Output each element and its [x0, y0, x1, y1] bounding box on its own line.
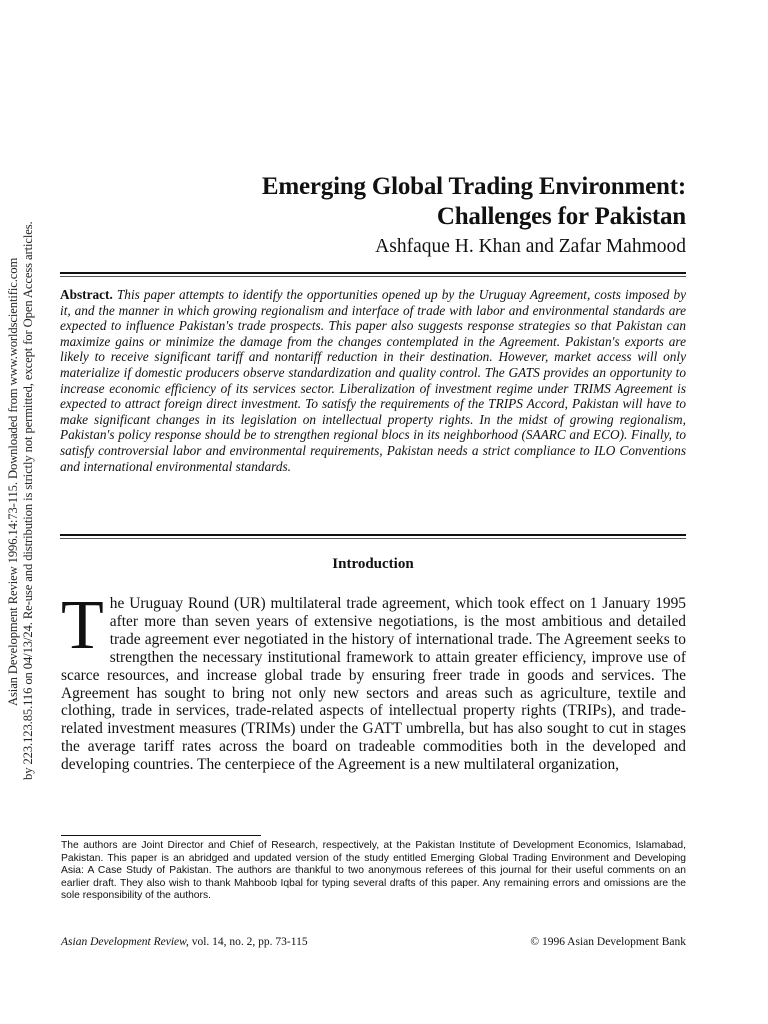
download-notice [6, 0, 52, 780]
download-notice-line-2: by 223.123.85.116 on 04/13/24. Re-use and distribution is strictly not permitted, except for Open Access articles. [21, 221, 35, 780]
copyright-notice: © 1996 Asian Development Bank [530, 936, 686, 948]
author-footnote: The authors are Joint Director and Chief of Research, respectively, at the Pakistan Institute of Development Economics, Islamabad, Pakistan. This paper is an abridged and updated version of the study entitled Emerging Global Trading Environment and Developing Asia: A Case Study of Pakistan. The authors are thankful to two anonymous referees of this journal for their useful comments on an earlier draft. They also wish to thank Mahboob Iqbal for typing several drafts of this paper. Any remaining errors and omissions are the sole responsibility of the authors. [61, 840, 686, 902]
abstract-top-rule [60, 272, 686, 274]
journal-name: Asian Development Review, [61, 936, 189, 948]
abstract-top-rule-thin [60, 276, 686, 277]
paper-title-line-2: Challenges for Pakistan [436, 203, 686, 230]
section-heading-introduction: Introduction [332, 556, 414, 572]
drop-cap: T [61, 587, 104, 664]
abstract-text: This paper attempts to identify the opportunities opened up by the Uruguay Agreement, costs imposed by it, and the manner in which growing regionalism and interface of trade with labor and environmental standards are expected to influence Pakistan's trade prospects. This paper also suggests response strategies so that Pakistan can maximize gains or minimize the damage from the changes contemplated in the Agreement. Pakistan's exports are likely to receive significant tariff and nontariff reduction in their destination. However, market access will only materialize if domestic producers observe standardization and quality control. The GATS provides an opportunity to increase economic efficiency of its services sector. Liberalization of investment regime under TRIMS Agreement is expected to attract foreign direct investment. To satisfy the requirements of the TRIPS Accord, Pakistan will have to make significant changes in its legislation on intellectual property rights. In the midst of growing regionalism, Pakistan's policy response should be to strengthen regional blocs in its neighborhood (SAARC and ECO). Finally, to satisfy controversial labor and environmental requirements, Pakistan needs a strict compliance to ILO Conventions and international environmental standards. [60, 287, 686, 474]
paper-title-line-1: Emerging Global Trading Environment: [261, 173, 686, 200]
introduction-paragraph [61, 587, 686, 774]
abstract [60, 287, 686, 474]
paper-authors: Ashfaque H. Khan and Zafar Mahmood [375, 236, 686, 257]
abstract-bottom-rule [60, 534, 686, 536]
journal-footer [61, 936, 686, 948]
journal-details: vol. 14, no. 2, pp. 73-115 [191, 936, 308, 948]
download-notice-line-1: Asian Development Review 1996.14:73-115. Downloaded from www.worldscientific.com [6, 257, 20, 706]
footnote-rule [61, 835, 261, 836]
abstract-label: Abstract. [60, 287, 113, 302]
journal-citation [61, 936, 308, 948]
abstract-bottom-rule-thin [60, 538, 686, 539]
introduction-text: he Uruguay Round (UR) multilateral trade agreement, which took effect on 1 January 1995 after more than seven years of extensive negotiations, is the most ambitious and detailed trade agreement ever negotiated in the history of international trade. The Agreement seeks to strengthen the necessary institutional framework to attain greater efficiency, improve use of scarce resources, and increase global trade by ensuring freer trade in goods and services. The Agreement has sought to bring not only new sectors and areas such as agriculture, textile and clothing, trade in services, trade-related aspects of intellectual property rights (TRIPs), and trade-related investment measures (TRIMs) under the GATT umbrella, but has also sought to cut in stages the average tariff rates across the board on tradeable commodities both in the developed and developing countries. The centerpiece of the Agreement is a new multilateral organization, [61, 595, 686, 774]
title-block [60, 172, 686, 260]
